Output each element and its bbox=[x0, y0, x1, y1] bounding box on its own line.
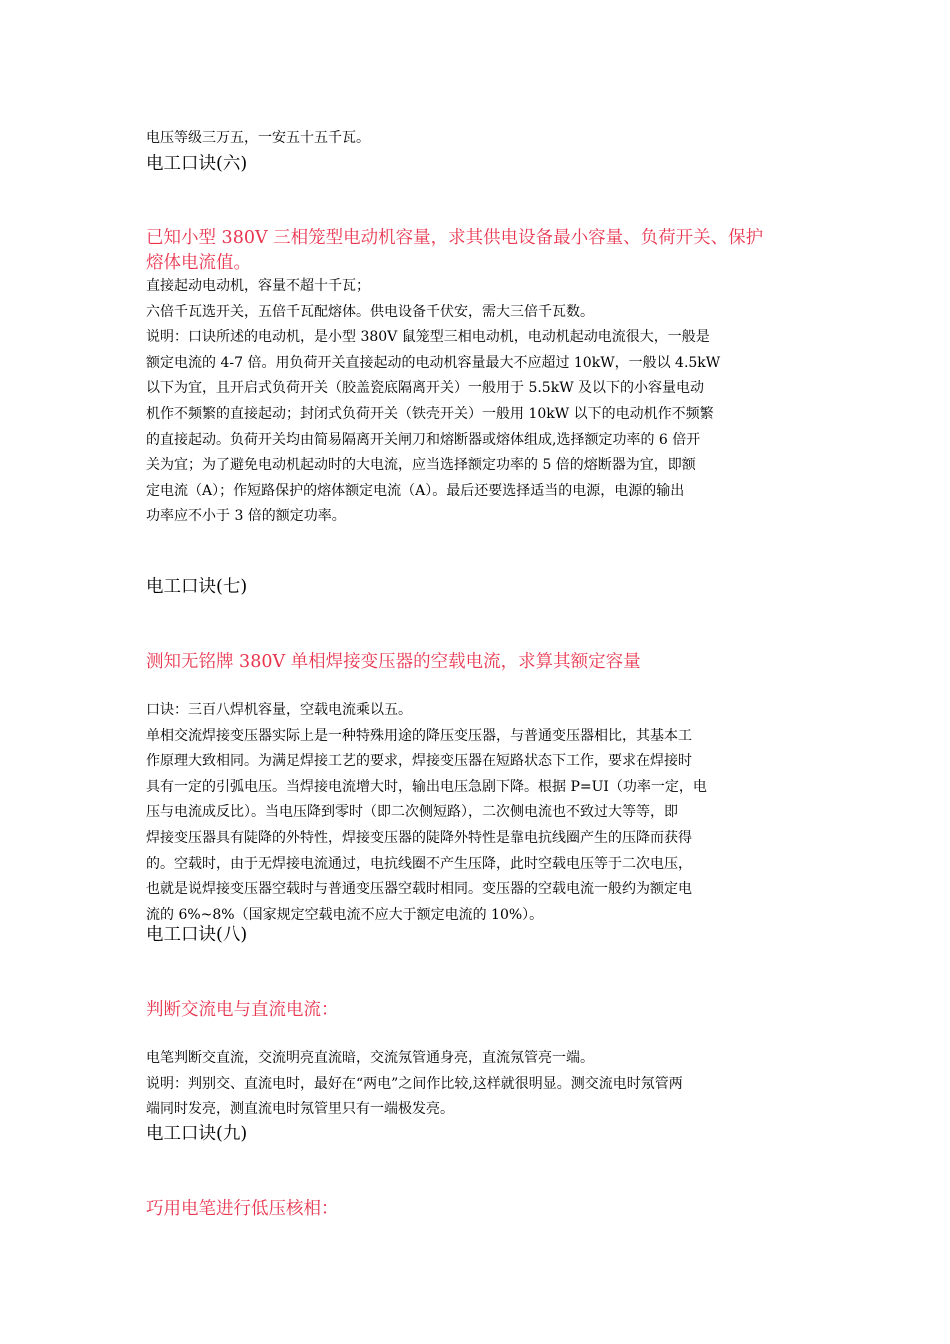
body-line: 说明：判别交、直流电时，最好在“两电”之间作比较,这样就很明显。测交流电时氖管两 bbox=[146, 1075, 683, 1092]
section-7-title-line: 测知无铭牌 380V 单相焊接变压器的空载电流，求算其额定容量 bbox=[146, 652, 641, 672]
section-6-title-line: 熔体电流值。 bbox=[146, 252, 251, 273]
section-8-title-line: 判断交流电与直流电流： bbox=[146, 1000, 339, 1020]
body-line: 功率应不小于 3 倍的额定功率。 bbox=[146, 508, 346, 525]
section-9-title bbox=[146, 1197, 810, 1222]
section-6-heading: 电工口诀(六) bbox=[146, 154, 248, 174]
body-line: 机作不频繁的直接起动；封闭式负荷开关（铁壳开关）一般用 10kW 以下的电动机作不频繁 bbox=[146, 405, 714, 422]
section-6-title-line: 已知小型 380V 三相笼型电动机容量，求其供电设备最小容量、负荷开关、保护 bbox=[146, 228, 764, 248]
body-line: 流的 6%~8%（国家规定空载电流不应大于额定电流的 10%）。 bbox=[146, 906, 544, 923]
section-7-title bbox=[146, 650, 810, 675]
body-line: 单相交流焊接变压器实际上是一种特殊用途的降压变压器，与普通变压器相比，其基本工 bbox=[146, 727, 692, 744]
section-8-body bbox=[146, 1046, 810, 1123]
body-line: 也就是说焊接变压器空载时与普通变压器空载时相同。变压器的空载电流一般约为额定电 bbox=[146, 881, 692, 898]
section-7-heading: 电工口诀(七) bbox=[146, 577, 248, 597]
body-line: 的。空载时，由于无焊接电流通过，电抗线圈不产生压降，此时空载电压等于二次电压， bbox=[146, 855, 692, 872]
body-line: 定电流（A）；作短路保护的熔体额定电流（A）。最后还要选择适当的电源，电源的输出 bbox=[146, 482, 685, 499]
body-line: 直接起动电动机，容量不超十千瓦； bbox=[146, 278, 370, 294]
body-line: 端同时发亮，测直流电时氖管里只有一端极发亮。 bbox=[146, 1101, 454, 1118]
body-line: 具有一定的引弧电压。当焊接电流增大时，输出电压急剧下降。根据 P=UI（功率一定，电 bbox=[146, 778, 707, 795]
body-line: 压与电流成反比）。当电压降到零时（即二次侧短路），二次侧电流也不致过大等等，即 bbox=[146, 804, 678, 821]
body-line: 六倍千瓦选开关，五倍千瓦配熔体。供电设备千伏安，需大三倍千瓦数。 bbox=[146, 303, 594, 320]
body-line: 以下为宜，且开启式负荷开关（胶盖瓷底隔离开关）一般用于 5.5kW 及以下的小容量电动 bbox=[146, 380, 705, 397]
body-line: 焊接变压器具有陡降的外特性，焊接变压器的陡降外特性是靠电抗线圈产生的压降而获得 bbox=[146, 829, 692, 846]
body-line: 的直接起动。负荷开关均由简易隔离开关闸刀和熔断器或熔体组成,选择额定功率的 6 倍开 bbox=[146, 431, 701, 448]
section-8-title bbox=[146, 998, 810, 1023]
section-9-title-line: 巧用电笔进行低压核相： bbox=[146, 1199, 339, 1219]
body-line: 电笔判断交直流，交流明亮直流暗，交流氖管通身亮，直流氖管亮一端。 bbox=[146, 1050, 594, 1066]
body-line: 口诀：三百八焊机容量，空载电流乘以五。 bbox=[146, 702, 412, 718]
body-line: 作原理大致相同。为满足焊接工艺的要求，焊接变压器在短路状态下工作，要求在焊接时 bbox=[146, 753, 692, 770]
section-9-heading: 电工口诀(九) bbox=[146, 1124, 248, 1144]
body-line: 额定电流的 4-7 倍。用负荷开关直接起动的电动机容量最大不应超过 10kW，一般以 4.5kW bbox=[146, 354, 721, 371]
intro-line: 电压等级三万五，一安五十五千瓦。 bbox=[146, 130, 370, 146]
section-6-body bbox=[146, 274, 810, 530]
body-line: 关为宜；为了避免电动机起动时的大电流，应当选择额定功率的 5 倍的熔断器为宜，即额 bbox=[146, 457, 696, 474]
section-7-body bbox=[146, 698, 810, 928]
section-6-title bbox=[146, 226, 810, 275]
body-line: 说明：口诀所述的电动机，是小型 380V 鼠笼型三相电动机，电动机起动电流很大，一般是 bbox=[146, 329, 710, 346]
intro-paragraph bbox=[146, 126, 810, 152]
section-8-heading: 电工口诀(八) bbox=[146, 925, 248, 945]
